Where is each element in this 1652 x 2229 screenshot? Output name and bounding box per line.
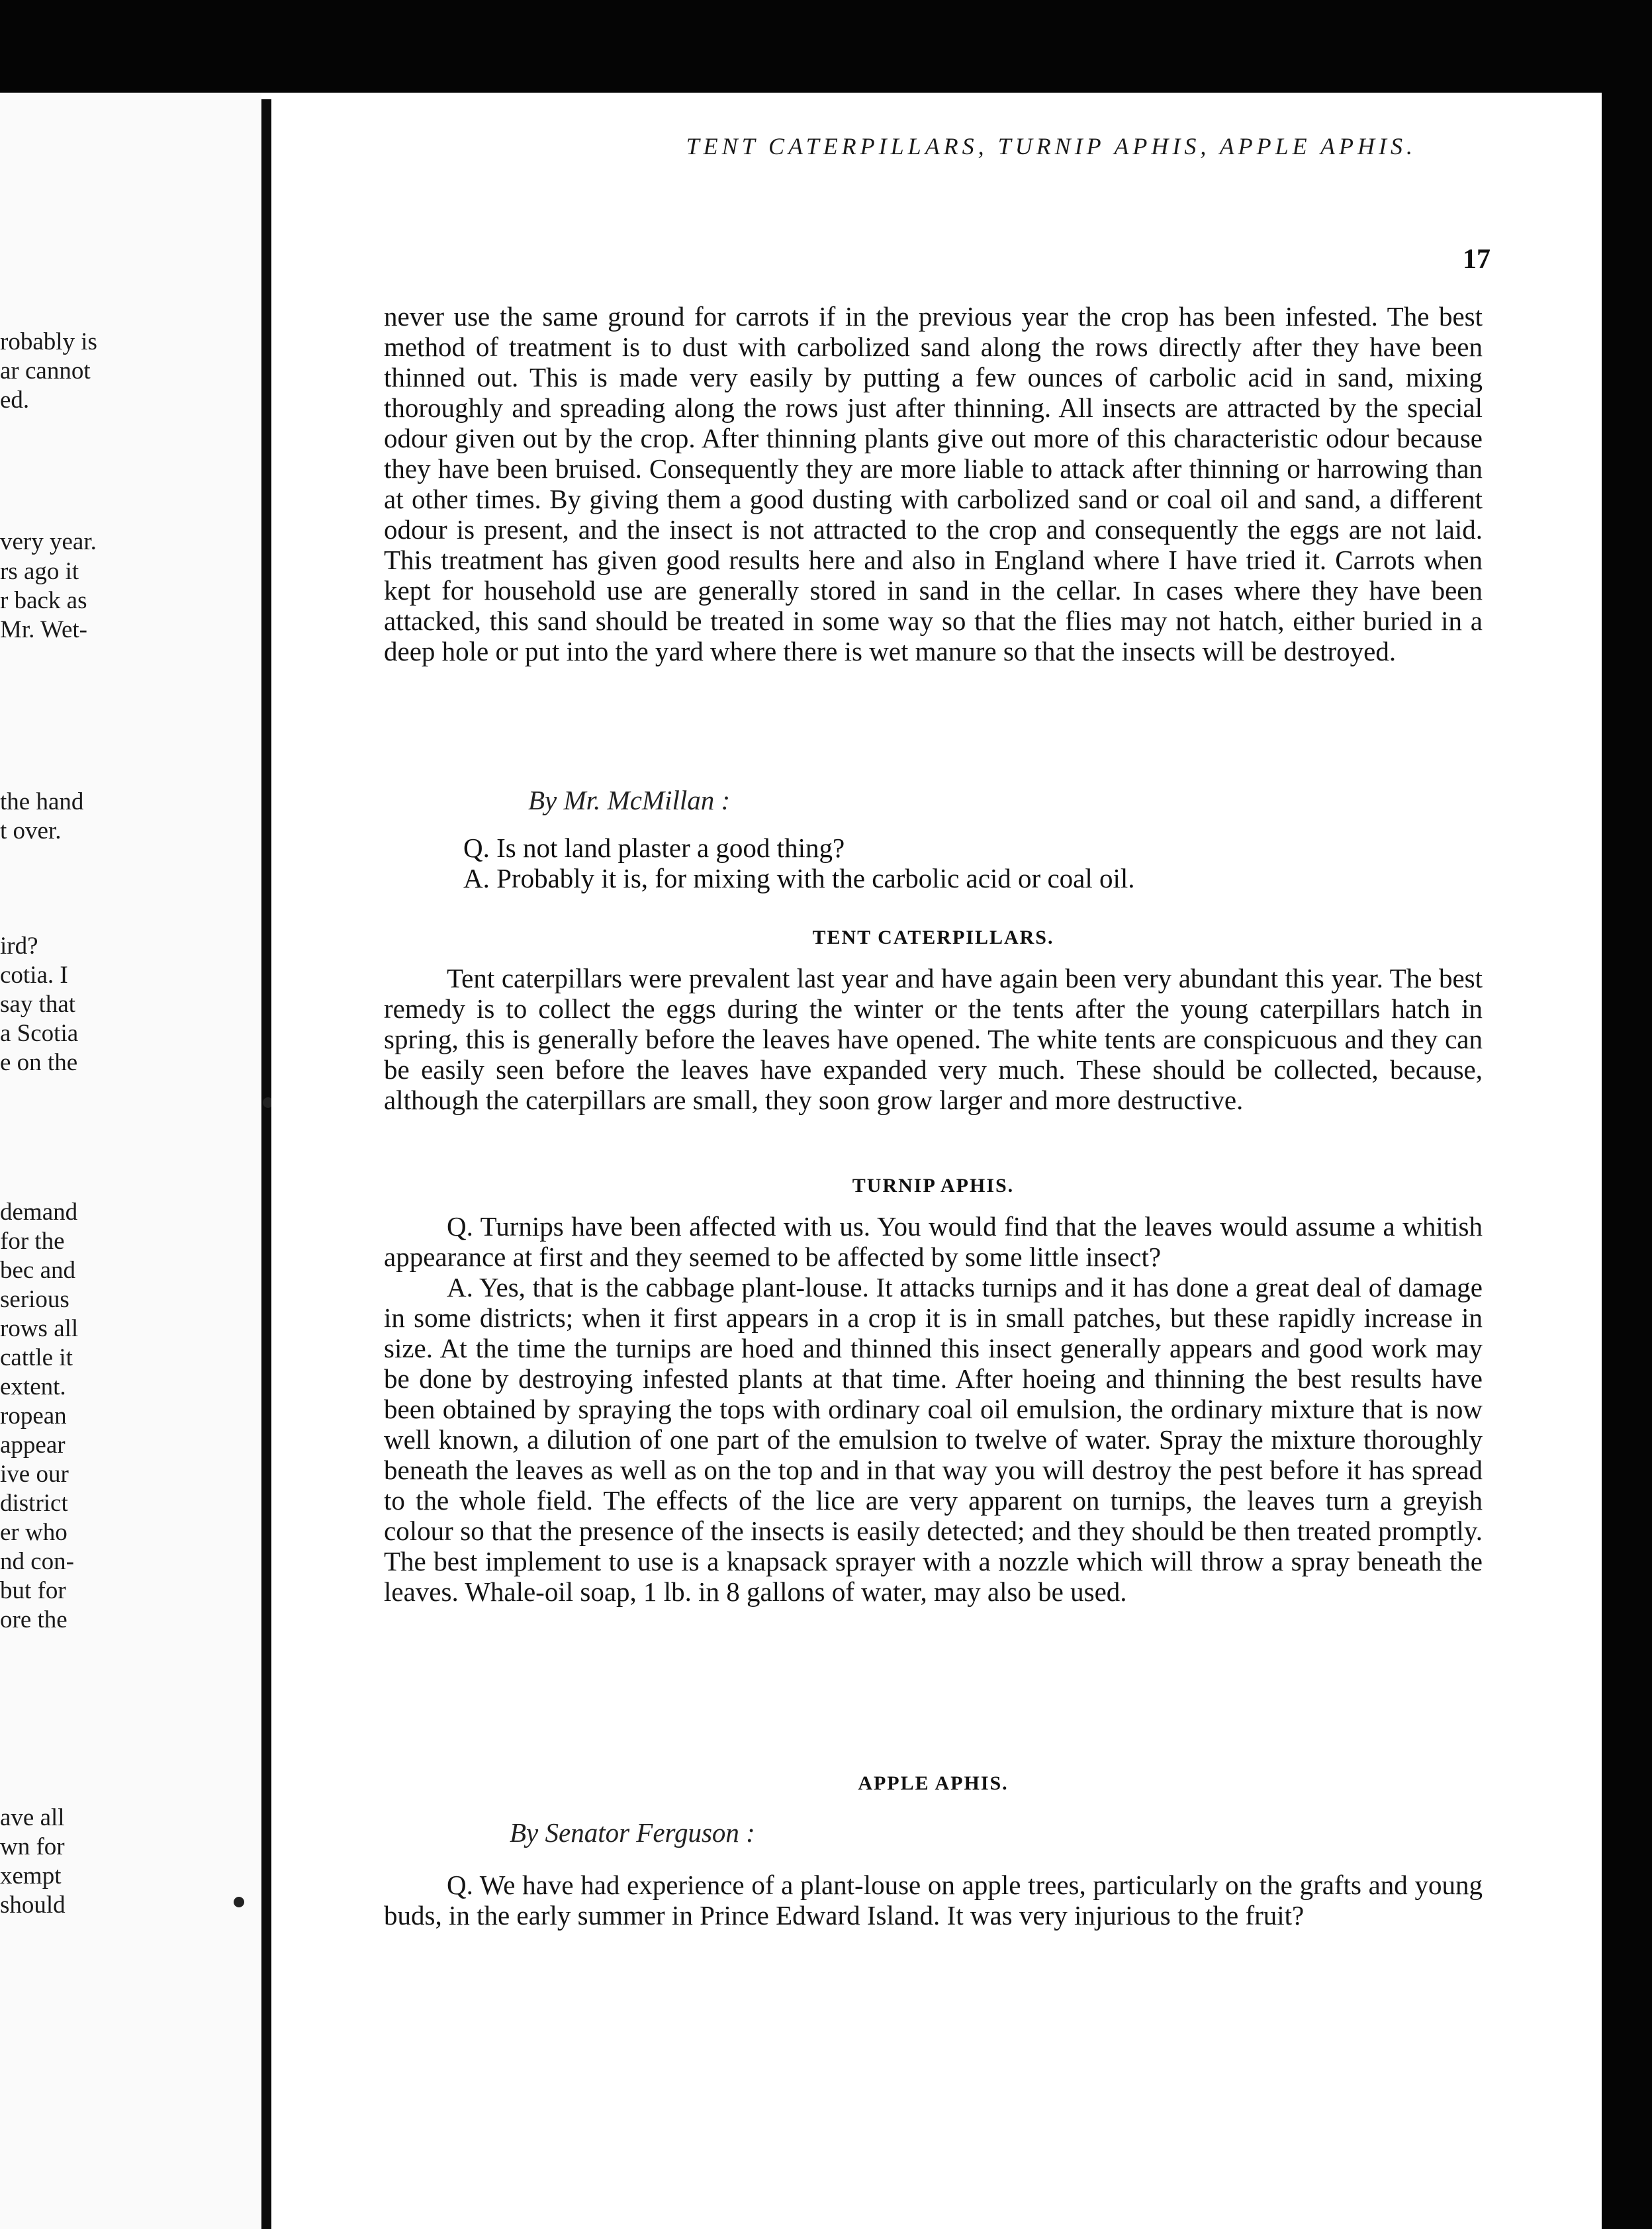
tent-caterpillars-paragraph [384,963,1483,1115]
left-page-line: er who [0,1519,68,1546]
left-page-line: t over. [0,817,62,844]
scan-border-top [0,0,1652,93]
left-page-line: serious [0,1286,69,1313]
left-page-line: should [0,1891,66,1919]
left-page-line: rs ago it [0,558,79,585]
running-head: TENT CATERPILLARS, TURNIP APHIS, APPLE APHIS. [686,133,1416,159]
page-number: 17 [1463,244,1491,275]
left-page-line: r back as [0,587,87,614]
left-page-line: very year. [0,528,97,555]
left-page-line: ird? [0,933,38,960]
left-page-line: wn for [0,1833,65,1860]
question-line: Q. Is not land plaster a good thing? [463,833,845,863]
heading-apple-aphis: APPLE APHIS. [858,1772,1009,1794]
speaker-ferguson: By Senator Ferguson : [510,1817,755,1848]
opening-paragraph [384,301,1483,666]
left-facing-page [0,93,261,2229]
book-gutter [261,99,271,2229]
apple-aphis-paragraph [384,1870,1483,1931]
left-page-line: say that [0,991,76,1018]
left-page-line: appear [0,1432,66,1459]
turnip-aphis-section [384,1211,1483,1607]
left-page-line: ive our [0,1461,69,1488]
qa-land-plaster [463,833,1483,893]
heading-turnip-aphis: TURNIP APHIS. [852,1175,1015,1197]
turnip-question: Q. Turnips have been affected with us. You would find that the leaves would assume a whitish appearance at first and they seemed to be affected by some little insect? [384,1211,1483,1272]
left-page-line: demand [0,1199,78,1226]
left-page-line: nd con- [0,1548,74,1575]
paragraph-text: Tent caterpillars were prevalent last year and have again been very abundant this year. The best remedy is to collect the eggs during the winter or the tents after the young caterpillars hatch in spring, this is generally before the leaves have opened. The white tents are conspicuous and they can be easily seen before the leaves have expanded very much. These should be collected, because, although the caterpillars are small, they soon grow larger and more destructive. [384,963,1483,1115]
left-page-line: district [0,1490,68,1517]
left-page-line: bec and [0,1257,76,1284]
scan-border-right [1602,0,1652,2229]
left-page-line: cattle it [0,1344,73,1371]
left-page-line: the hand [0,788,84,815]
left-page-line: Mr. Wet- [0,616,87,643]
paragraph-text: never use the same ground for carrots if in the previous year the crop has been infested. The best method of treatment is to dust with carbolized sand along the rows directly after they have been thinned out. This is made very easily by putting a few ounces of carbolic acid in sand, mixing thoroughly and spreading along the rows just after thinning. All insects are attracted by the special odour given out by the crop. After thinning plants give out more of this characteristic odour because they have been bruised. Consequently they are more liable to attack after thinning or harrowing than at other times. By giving them a good dusting with carbolized sand or coal oil and sand, a different odour is present, and the insect is not attracted to the crop and consequently the eggs are not laid. This treatment has given good results here and also in England where I have tried it. Carrots when kept for household use are generally stored in sand in the cellar. In cases where they have been attacked, this sand should be treated in some way so that the flies may not hatch, either buried in a deep hole or put into the yard where there is wet manure so that the insects will be destroyed. [384,301,1483,666]
left-page-line: ropean [0,1402,67,1430]
left-page-line: cotia. I [0,962,68,989]
left-page-line: xempt [0,1862,62,1889]
answer-line: A. Probably it is, for mixing with the carbolic acid or coal oil. [463,863,1135,893]
binding-mark [234,1897,244,1907]
left-page-line: rows all [0,1315,79,1342]
left-page-line: for the [0,1228,65,1255]
left-page-line: e on the [0,1049,78,1076]
left-page-line: a Scotia [0,1020,79,1047]
apple-question: Q. We have had experience of a plant-louse on apple trees, particularly on the grafts and young buds, in the early summer in Prince Edward Island. It was very injurious to the fruit? [384,1870,1483,1931]
left-page-line: ar cannot [0,357,91,385]
left-page-line: but for [0,1577,66,1604]
speaker-mcmillan: By Mr. McMillan : [528,785,731,815]
left-page-line: ave all [0,1804,65,1831]
left-page-line: robably is [0,328,97,355]
heading-tent-caterpillars: TENT CATERPILLARS. [812,927,1054,948]
left-page-line: ed. [0,387,30,414]
left-page-line: extent. [0,1373,66,1400]
left-page-line: ore the [0,1606,68,1633]
turnip-answer: A. Yes, that is the cabbage plant-louse. It attacks turnips and it has done a great deal of damage in some districts; when it first appears in a crop it is in small patches, but these rapidly increase in size. At the time the turnips are hoed and thinned this insect generally appears and good work may be done by destroying infested plants at that time. After hoeing and thinning the best results have been obtained by spraying the tops with ordinary coal oil emulsion, the ordinary mixture that is now well known, a dilution of one part of the emulsion to twelve of water. Spray the mixture thoroughly beneath the leaves as well as on the top and in that way you will destroy the pest before it has spread to the whole field. The effects of the lice are very apparent on turnips, the leaves turn a greyish colour so that the presence of the insects is easily detected; and they should be then treated promptly. The best implement to use is a knapsack sprayer with a nozzle which will throw a spray beneath the leaves. Whale-oil soap, 1 lb. in 8 gallons of water, may also be used. [384,1272,1483,1607]
